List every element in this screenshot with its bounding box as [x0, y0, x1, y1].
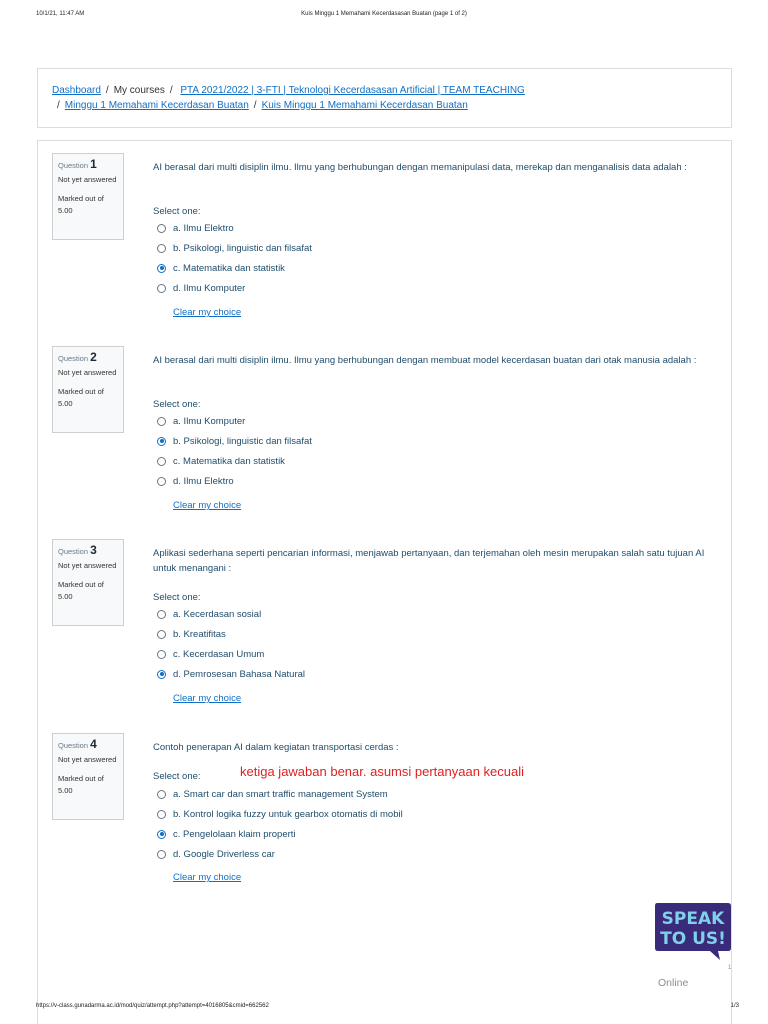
- option-label: b. Psikologi, linguistic dan filsafat: [173, 242, 312, 254]
- radio-button[interactable]: [157, 284, 166, 293]
- question-info: [52, 346, 124, 433]
- option-label: d. Pemrosesan Bahasa Natural: [173, 668, 306, 680]
- radio-button[interactable]: [157, 457, 166, 466]
- breadcrumb-quiz-link[interactable]: Kuis Minggu 1 Memahami Kecerdasan Buatan: [261, 99, 468, 111]
- question-info: [52, 153, 124, 240]
- option-label: c. Pengelolaan klaim properti: [173, 828, 296, 840]
- answer-option-b[interactable]: [157, 807, 403, 821]
- question-text: AI berasal dari multi disiplin ilmu. Ilmu yang berhubungan dengan membuat model kecerdasan buatan dari otak manusia adalah :: [153, 355, 697, 366]
- breadcrumb-separator: /: [253, 99, 257, 111]
- question-marks: Marked out of 5.00: [58, 774, 104, 795]
- select-one-prompt: Select one:: [153, 399, 201, 410]
- question-number: 1: [90, 157, 97, 171]
- question-marks: Marked out of 5.00: [58, 194, 104, 215]
- radio-button[interactable]: [157, 244, 166, 253]
- speak-badge-line1: SPEAK: [661, 909, 725, 929]
- question-label: Question: [58, 547, 89, 556]
- print-page-number: 1/3: [730, 1003, 739, 1009]
- option-label: d. Ilmu Elektro: [173, 475, 234, 487]
- speech-bubble-icon: [652, 900, 734, 962]
- option-label: a. Smart car dan smart traffic management System: [173, 788, 388, 800]
- question-label: Question: [58, 354, 89, 363]
- page-marker: 1: [728, 965, 732, 971]
- answer-option-b[interactable]: [157, 241, 312, 255]
- question-number: 2: [90, 350, 97, 364]
- answer-option-c[interactable]: [157, 454, 285, 468]
- breadcrumb: [37, 68, 732, 128]
- clear-choice-link[interactable]: Clear my choice: [173, 500, 242, 511]
- radio-button-selected[interactable]: [157, 670, 166, 679]
- option-label: d. Google Driverless car: [173, 848, 275, 860]
- option-label: c. Matematika dan statistik: [173, 455, 285, 467]
- question-text: Aplikasi sederhana seperti pencarian informasi, menjawab pertanyaan, dan terjemahan oleh mesin merupakan salah satu tujuan AI untuk menangani :: [153, 548, 705, 574]
- radio-button[interactable]: [157, 417, 166, 426]
- question-info: [52, 733, 124, 820]
- print-title: Kuis Minggu 1 Memahami Kecerdasasan Buatan (page 1 of 2): [301, 11, 467, 17]
- answer-option-d[interactable]: [157, 847, 275, 861]
- print-url: https://v-class.gunadarma.ac.id/mod/quiz/attempt.php?attempt=4016805&cmid=662562: [36, 1003, 269, 1009]
- breadcrumb-my-courses: My courses: [113, 85, 165, 96]
- radio-button-selected[interactable]: [157, 437, 166, 446]
- breadcrumb-separator: /: [57, 99, 60, 111]
- option-label: a. Kecerdasan sosial: [173, 608, 262, 620]
- option-label: d. Ilmu Komputer: [173, 282, 246, 294]
- print-datetime: 10/1/21, 11:47 AM: [36, 11, 85, 17]
- red-annotation-text: ketiga jawaban benar. asumsi pertanyaan kecuali: [240, 764, 525, 779]
- question-marks: Marked out of 5.00: [58, 580, 104, 601]
- question-state: Not yet answered: [58, 754, 117, 764]
- question-label: Question: [58, 741, 89, 750]
- question-info: [52, 539, 124, 626]
- option-label: b. Kreatifitas: [173, 628, 226, 640]
- radio-button[interactable]: [157, 477, 166, 486]
- radio-button[interactable]: [157, 630, 166, 639]
- question-state: Not yet answered: [58, 560, 117, 570]
- option-label: c. Matematika dan statistik: [173, 262, 285, 274]
- radio-button[interactable]: [157, 790, 166, 799]
- select-one-prompt: Select one:: [153, 592, 201, 603]
- clear-choice-link[interactable]: Clear my choice: [173, 872, 242, 883]
- question-state: Not yet answered: [58, 367, 117, 377]
- radio-button-selected[interactable]: [157, 264, 166, 273]
- radio-button[interactable]: [157, 810, 166, 819]
- breadcrumb-dashboard-link[interactable]: Dashboard: [52, 85, 101, 96]
- breadcrumb-line-2: [52, 99, 731, 114]
- clear-choice-link[interactable]: Clear my choice: [173, 307, 242, 318]
- radio-button[interactable]: [157, 610, 166, 619]
- select-one-prompt: Select one:: [153, 771, 201, 782]
- speak-badge-line2: TO US!: [660, 929, 726, 949]
- question-number: 4: [90, 737, 97, 751]
- question-number: 3: [90, 543, 97, 557]
- radio-button[interactable]: [157, 650, 166, 659]
- breadcrumb-course-link[interactable]: PTA 2021/2022 | 3-FTI | Teknologi Kecerdasasan Artificial | TEAM TEACHING: [180, 85, 525, 96]
- answer-option-c[interactable]: [157, 827, 296, 841]
- option-label: a. Ilmu Komputer: [173, 415, 246, 427]
- select-one-prompt: Select one:: [153, 206, 201, 217]
- question-label: Question: [58, 161, 89, 170]
- question-text: Contoh penerapan AI dalam kegiatan transportasi cerdas :: [153, 742, 399, 753]
- clear-choice-link[interactable]: Clear my choice: [173, 693, 242, 704]
- answer-option-a[interactable]: [157, 787, 388, 801]
- radio-button-selected[interactable]: [157, 830, 166, 839]
- answer-option-b[interactable]: [157, 434, 312, 448]
- breadcrumb-separator: /: [105, 85, 109, 96]
- radio-button[interactable]: [157, 850, 166, 859]
- answer-option-a[interactable]: [157, 221, 234, 235]
- answer-option-c[interactable]: [157, 647, 264, 661]
- option-label: b. Kontrol logika fuzzy untuk gearbox otomatis di mobil: [173, 808, 403, 820]
- answer-option-d[interactable]: [157, 281, 245, 295]
- answer-option-c[interactable]: [157, 261, 285, 275]
- online-status: Online: [658, 977, 689, 989]
- answer-option-d[interactable]: [157, 474, 234, 488]
- option-label: b. Psikologi, linguistic dan filsafat: [173, 435, 312, 447]
- answer-option-b[interactable]: [157, 627, 226, 641]
- radio-button[interactable]: [157, 224, 166, 233]
- breadcrumb-separator: /: [169, 85, 173, 96]
- answer-option-a[interactable]: [157, 414, 245, 428]
- option-label: a. Ilmu Elektro: [173, 222, 234, 234]
- option-label: c. Kecerdasan Umum: [173, 648, 265, 660]
- print-header: [0, 11, 768, 23]
- answer-option-a[interactable]: [157, 607, 261, 621]
- breadcrumb-section-link[interactable]: Minggu 1 Memahami Kecerdasan Buatan: [64, 99, 249, 111]
- question-marks: Marked out of 5.00: [58, 387, 104, 408]
- speak-to-us-button[interactable]: [652, 900, 734, 962]
- print-footer: [0, 1003, 768, 1015]
- question-state: Not yet answered: [58, 174, 117, 184]
- breadcrumb-line-1: [52, 84, 731, 99]
- answer-option-d[interactable]: [157, 667, 305, 681]
- question-text: AI berasal dari multi disiplin ilmu. Ilmu yang berhubungan dengan memanipulasi data, merekap dan menganalisis data adalah :: [153, 162, 687, 173]
- quiz-content: [37, 140, 732, 1024]
